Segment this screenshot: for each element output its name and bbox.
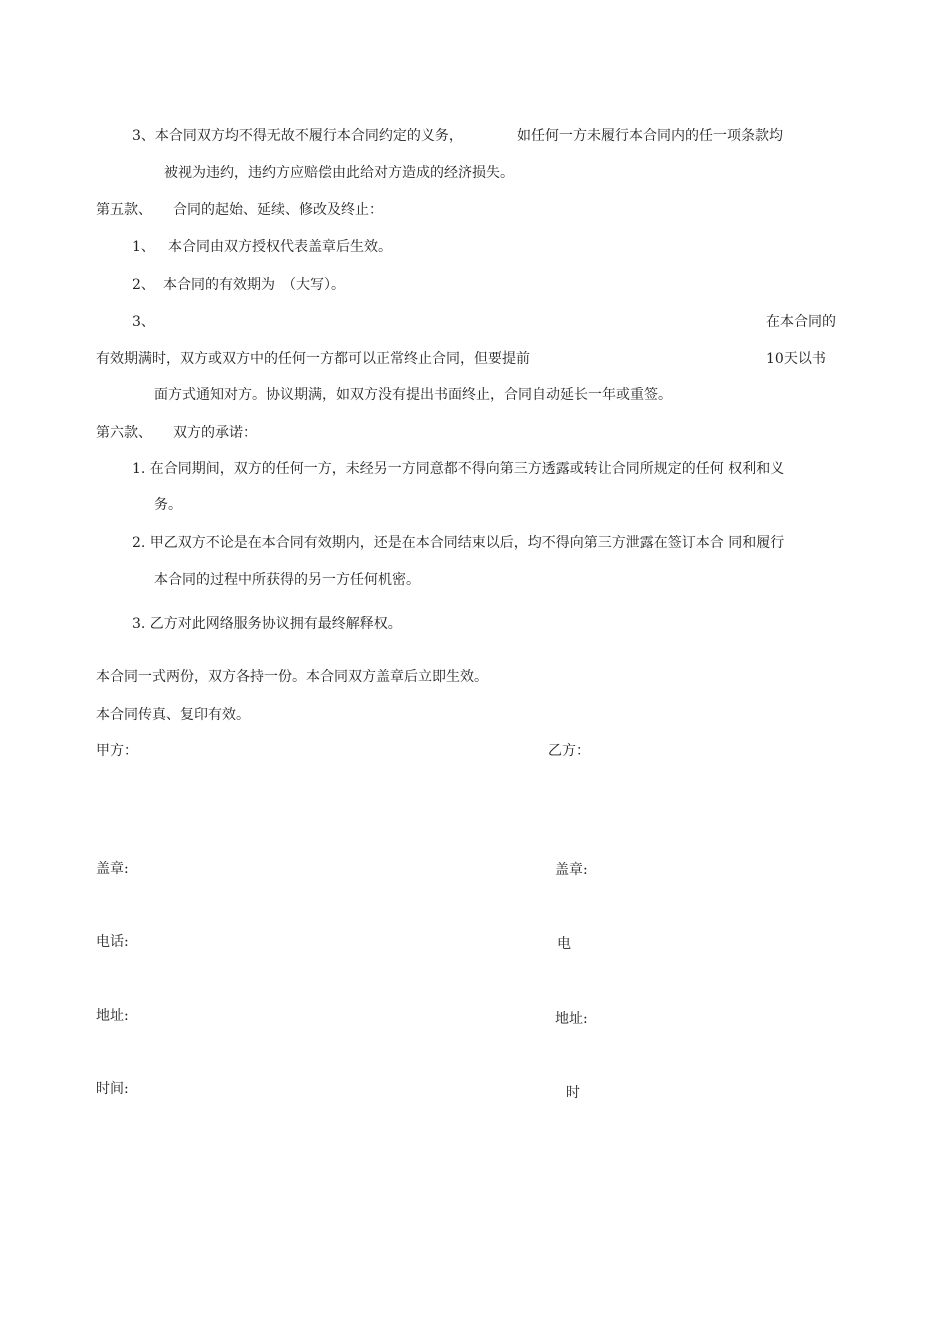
section5-heading-title: 合同的起始、延续、修改及终止： bbox=[173, 202, 383, 218]
section6-item3: 3. 乙方对此网络服务协议拥有最终解释权。 bbox=[132, 616, 402, 632]
section5-item2-text: 本合同的有效期为 （大写）。 bbox=[163, 277, 345, 293]
phone-a-label: 电话: bbox=[96, 934, 129, 950]
section5-item3-line1-right: 在本合同的 bbox=[766, 314, 836, 330]
party-b-label: 乙方： bbox=[548, 743, 590, 759]
section6-item1-line2: 务。 bbox=[154, 497, 182, 513]
section5-item1-text: 本合同由双方授权代表盖章后生效。 bbox=[168, 239, 392, 255]
section5-heading-number: 第五款、 bbox=[96, 202, 152, 218]
closing-line1: 本合同一式两份，双方各持一份。本合同双方盖章后立即生效。 bbox=[96, 669, 488, 685]
clause-3-line1-part1: 3、本合同双方均不得无故不履行本合同约定的义务， bbox=[132, 128, 463, 144]
time-b-label: 时 bbox=[566, 1085, 580, 1101]
section5-item3-line3: 面方式通知对方。协议期满，如双方没有提出书面终止，合同自动延长一年或重签。 bbox=[154, 387, 672, 403]
closing-line2: 本合同传真、复印有效。 bbox=[96, 707, 250, 723]
clause-3-line1-part2: 如任何一方未履行本合同内的任一项条款均 bbox=[517, 128, 783, 144]
address-b-label: 地址: bbox=[555, 1011, 588, 1027]
section5-item3-number: 3、 bbox=[132, 314, 155, 330]
section5-item1-number: 1、 bbox=[132, 239, 155, 255]
time-a-label: 时间: bbox=[96, 1081, 129, 1097]
party-a-label: 甲方： bbox=[96, 743, 138, 759]
seal-b-label: 盖章: bbox=[555, 862, 588, 878]
section5-item3-line2-left: 有效期满时，双方或双方中的任何一方都可以正常终止合同，但要提前 bbox=[96, 351, 530, 367]
section6-item2-line1: 2. 甲乙双方不论是在本合同有效期内，还是在本合同结束以后，均不得向第三方泄露在签订本合 同和履行 bbox=[132, 535, 785, 551]
phone-b-label: 电 bbox=[557, 936, 571, 952]
section6-heading-title: 双方的承诺： bbox=[173, 425, 257, 441]
seal-a-label: 盖章: bbox=[96, 861, 129, 877]
section6-item1-line1: 1. 在合同期间，双方的任何一方，未经另一方同意都不得向第三方透露或转让合同所规定的任何 权利和义 bbox=[132, 461, 785, 477]
address-a-label: 地址: bbox=[96, 1008, 129, 1024]
section6-item2-line2: 本合同的过程中所获得的另一方任何机密。 bbox=[154, 572, 420, 588]
section5-item2-number: 2、 bbox=[132, 277, 155, 293]
section5-item3-line2-right: 10天以书 bbox=[766, 351, 826, 367]
section6-heading-number: 第六款、 bbox=[96, 425, 152, 441]
clause-3-line2: 被视为违约，违约方应赔偿由此给对方造成的经济损失。 bbox=[164, 165, 514, 181]
